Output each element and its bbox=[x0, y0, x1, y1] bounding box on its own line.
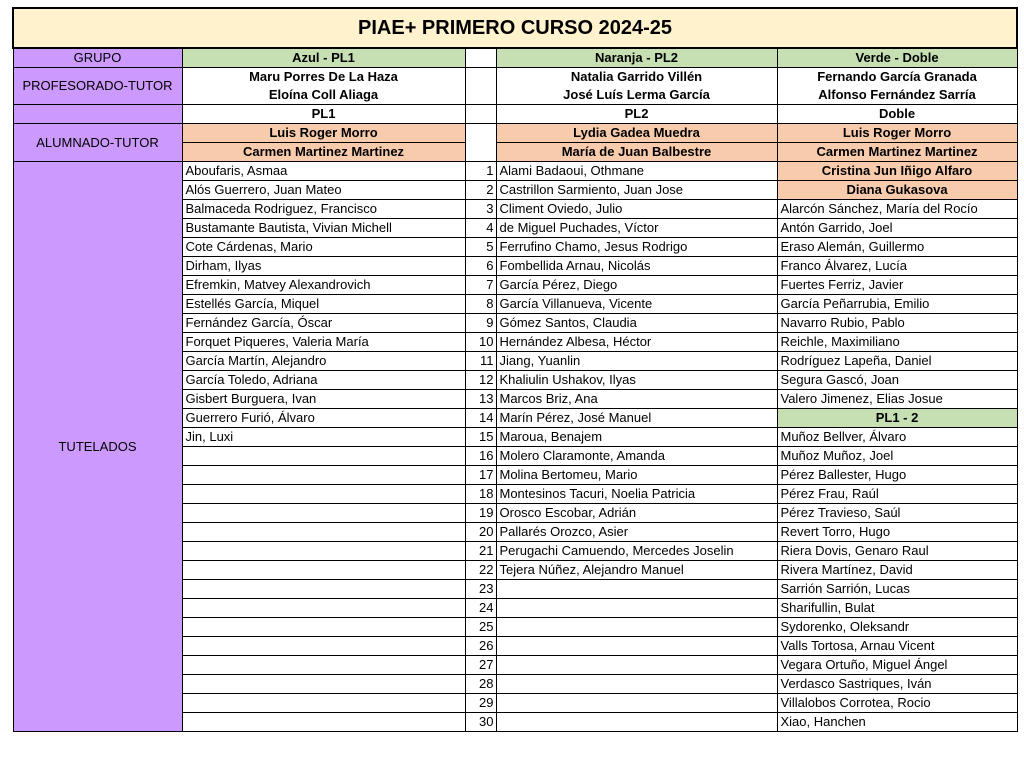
group-naranja-name: Naranja - PL2 bbox=[496, 48, 777, 68]
grupo-label: GRUPO bbox=[13, 48, 182, 68]
naranja-student-cell: Marín Pérez, José Manuel bbox=[496, 409, 777, 428]
verde-student-cell: Muñoz Bellver, Álvaro bbox=[777, 428, 1017, 447]
naranja-student-cell: de Miguel Puchades, Víctor bbox=[496, 219, 777, 238]
naranja-student-cell: Fombellida Arnau, Nicolás bbox=[496, 257, 777, 276]
empty-label-cell bbox=[13, 105, 182, 124]
verde-student-cell: Sydorenko, Oleksandr bbox=[777, 618, 1017, 637]
spacer-cell bbox=[465, 105, 496, 124]
row-number-cell: 12 bbox=[465, 371, 496, 390]
naranja-student-cell: Marcos Briz, Ana bbox=[496, 390, 777, 409]
azul-student-cell bbox=[182, 694, 465, 713]
azul-student-cell bbox=[182, 466, 465, 485]
row-number-cell: 6 bbox=[465, 257, 496, 276]
group-verde-name: Verde - Doble bbox=[777, 48, 1017, 68]
row-number-cell: 19 bbox=[465, 504, 496, 523]
azul-student-cell bbox=[182, 523, 465, 542]
azul-profesor-1: Maru Porres De La Haza bbox=[182, 68, 465, 87]
azul-student-cell: García Toledo, Adriana bbox=[182, 371, 465, 390]
naranja-student-cell: Gómez Santos, Claudia bbox=[496, 314, 777, 333]
verde-student-cell: Pérez Ballester, Hugo bbox=[777, 466, 1017, 485]
spreadsheet bbox=[12, 7, 1016, 732]
row-number-cell: 10 bbox=[465, 333, 496, 352]
verde-student-cell: Franco Álvarez, Lucía bbox=[777, 257, 1017, 276]
verde-sub: Doble bbox=[777, 105, 1017, 124]
azul-student-cell: Jin, Luxi bbox=[182, 428, 465, 447]
naranja-student-cell: Perugachi Camuendo, Mercedes Joselin bbox=[496, 542, 777, 561]
verde-student-cell: Valls Tortosa, Arnau Vicent bbox=[777, 637, 1017, 656]
verde-profesor-2: Alfonso Fernández Sarría bbox=[777, 86, 1017, 105]
verde-student-cell: Revert Torro, Hugo bbox=[777, 523, 1017, 542]
azul-student-cell: Estellés García, Miquel bbox=[182, 295, 465, 314]
naranja-student-cell: Ferrufino Chamo, Jesus Rodrigo bbox=[496, 238, 777, 257]
azul-student-cell bbox=[182, 599, 465, 618]
row-number-cell: 26 bbox=[465, 637, 496, 656]
naranja-student-cell bbox=[496, 599, 777, 618]
azul-student-cell: Aboufaris, Asmaa bbox=[182, 162, 465, 181]
azul-student-cell bbox=[182, 637, 465, 656]
azul-student-cell: Balmaceda Rodriguez, Francisco bbox=[182, 200, 465, 219]
azul-student-cell bbox=[182, 713, 465, 732]
row-number-cell: 16 bbox=[465, 447, 496, 466]
row-number-cell: 24 bbox=[465, 599, 496, 618]
verde-student-cell: Rivera Martínez, David bbox=[777, 561, 1017, 580]
naranja-student-cell: Tejera Núñez, Alejandro Manuel bbox=[496, 561, 777, 580]
row-number-cell: 23 bbox=[465, 580, 496, 599]
azul-student-cell: Dirham, Ilyas bbox=[182, 257, 465, 276]
naranja-student-cell: Maroua, Benajem bbox=[496, 428, 777, 447]
azul-student-cell: Forquet Piqueres, Valeria María bbox=[182, 333, 465, 352]
row-number-cell: 13 bbox=[465, 390, 496, 409]
azul-student-cell: García Martín, Alejandro bbox=[182, 352, 465, 371]
naranja-student-cell: Jiang, Yuanlin bbox=[496, 352, 777, 371]
verde-student-cell: Vegara Ortuño, Miguel Ángel bbox=[777, 656, 1017, 675]
verde-student-cell: Xiao, Hanchen bbox=[777, 713, 1017, 732]
naranja-alumno-1: Lydia Gadea Muedra bbox=[496, 124, 777, 143]
naranja-sub: PL2 bbox=[496, 105, 777, 124]
azul-student-cell bbox=[182, 656, 465, 675]
naranja-student-cell bbox=[496, 637, 777, 656]
row-number-cell: 8 bbox=[465, 295, 496, 314]
row-number-cell: 5 bbox=[465, 238, 496, 257]
verde-student-cell: Villalobos Corrotea, Rocio bbox=[777, 694, 1017, 713]
alumnado-label: ALUMNADO-TUTOR bbox=[13, 124, 182, 162]
naranja-profesor-2: José Luís Lerma García bbox=[496, 86, 777, 105]
row-number-cell: 27 bbox=[465, 656, 496, 675]
naranja-student-cell: García Pérez, Diego bbox=[496, 276, 777, 295]
spacer-cell bbox=[465, 68, 496, 105]
row-number-cell: 28 bbox=[465, 675, 496, 694]
verde-student-cell: Verdasco Sastriques, Iván bbox=[777, 675, 1017, 694]
azul-student-cell bbox=[182, 542, 465, 561]
row-number-cell: 2 bbox=[465, 181, 496, 200]
naranja-student-cell: Alami Badaoui, Othmane bbox=[496, 162, 777, 181]
naranja-student-cell bbox=[496, 656, 777, 675]
row-number-cell: 22 bbox=[465, 561, 496, 580]
naranja-student-cell: Hernández Albesa, Héctor bbox=[496, 333, 777, 352]
verde-student-cell: Diana Gukasova bbox=[777, 181, 1017, 200]
azul-student-cell bbox=[182, 561, 465, 580]
azul-student-cell bbox=[182, 675, 465, 694]
row-number-cell: 17 bbox=[465, 466, 496, 485]
row-number-cell: 3 bbox=[465, 200, 496, 219]
azul-alumno-1: Luis Roger Morro bbox=[182, 124, 465, 143]
profesorado-label: PROFESORADO-TUTOR bbox=[13, 68, 182, 105]
verde-student-cell: Muñoz Muñoz, Joel bbox=[777, 447, 1017, 466]
row-number-cell: 9 bbox=[465, 314, 496, 333]
verde-student-cell: Navarro Rubio, Pablo bbox=[777, 314, 1017, 333]
row-number-cell: 7 bbox=[465, 276, 496, 295]
naranja-student-cell bbox=[496, 675, 777, 694]
naranja-profesor-1: Natalia Garrido Villén bbox=[496, 68, 777, 87]
azul-student-cell bbox=[182, 447, 465, 466]
naranja-student-cell: Molina Bertomeu, Mario bbox=[496, 466, 777, 485]
groups-table bbox=[12, 7, 1018, 732]
row-number-cell: 18 bbox=[465, 485, 496, 504]
naranja-student-cell bbox=[496, 713, 777, 732]
row-number-cell: 29 bbox=[465, 694, 496, 713]
row-number-cell: 4 bbox=[465, 219, 496, 238]
verde-alumno-2: Carmen Martinez Martinez bbox=[777, 143, 1017, 162]
row-number-cell: 14 bbox=[465, 409, 496, 428]
naranja-student-cell: Climent Oviedo, Julio bbox=[496, 200, 777, 219]
verde-student-cell: Fuertes Ferriz, Javier bbox=[777, 276, 1017, 295]
azul-student-cell: Fernández García, Óscar bbox=[182, 314, 465, 333]
verde-student-cell: Sharifullin, Bulat bbox=[777, 599, 1017, 618]
azul-student-cell bbox=[182, 485, 465, 504]
page-title: PIAE+ PRIMERO CURSO 2024-25 bbox=[13, 8, 1017, 48]
verde-student-cell: Eraso Alemán, Guillermo bbox=[777, 238, 1017, 257]
verde-student-cell: Reichle, Maximiliano bbox=[777, 333, 1017, 352]
row-number-cell: 25 bbox=[465, 618, 496, 637]
row-number-cell: 20 bbox=[465, 523, 496, 542]
verde-student-cell: Cristina Jun Iñigo Alfaro bbox=[777, 162, 1017, 181]
spacer-cell bbox=[465, 124, 496, 162]
row-number-cell: 11 bbox=[465, 352, 496, 371]
row-number-cell: 15 bbox=[465, 428, 496, 447]
naranja-alumno-2: María de Juan Balbestre bbox=[496, 143, 777, 162]
naranja-student-cell: Khaliulin Ushakov, Ilyas bbox=[496, 371, 777, 390]
azul-student-cell bbox=[182, 504, 465, 523]
naranja-student-cell bbox=[496, 580, 777, 599]
verde-student-cell: Sarrión Sarrión, Lucas bbox=[777, 580, 1017, 599]
group-azul-name: Azul - PL1 bbox=[182, 48, 465, 68]
azul-student-cell: Guerrero Furió, Álvaro bbox=[182, 409, 465, 428]
verde-alumno-1: Luis Roger Morro bbox=[777, 124, 1017, 143]
azul-student-cell: Gisbert Burguera, Ivan bbox=[182, 390, 465, 409]
naranja-student-cell: Pallarés Orozco, Asier bbox=[496, 523, 777, 542]
azul-sub: PL1 bbox=[182, 105, 465, 124]
naranja-student-cell: Molero Claramonte, Amanda bbox=[496, 447, 777, 466]
naranja-student-cell bbox=[496, 618, 777, 637]
row-number-cell: 1 bbox=[465, 162, 496, 181]
verde-student-cell: Pérez Travieso, Saúl bbox=[777, 504, 1017, 523]
verde-student-cell: Riera Dovis, Genaro Raul bbox=[777, 542, 1017, 561]
naranja-student-cell: García Villanueva, Vicente bbox=[496, 295, 777, 314]
naranja-student-cell: Montesinos Tacuri, Noelia Patricia bbox=[496, 485, 777, 504]
table-row bbox=[13, 162, 1017, 181]
spacer-cell bbox=[465, 48, 496, 68]
azul-profesor-2: Eloína Coll Aliaga bbox=[182, 86, 465, 105]
verde-student-cell: Pérez Frau, Raúl bbox=[777, 485, 1017, 504]
naranja-student-cell bbox=[496, 694, 777, 713]
verde-student-cell: García Peñarrubia, Emilio bbox=[777, 295, 1017, 314]
azul-student-cell bbox=[182, 580, 465, 599]
verde-student-cell: Valero Jimenez, Elias Josue bbox=[777, 390, 1017, 409]
naranja-student-cell: Orosco Escobar, Adrián bbox=[496, 504, 777, 523]
naranja-student-cell: Castrillon Sarmiento, Juan Jose bbox=[496, 181, 777, 200]
verde-profesor-1: Fernando García Granada bbox=[777, 68, 1017, 87]
azul-student-cell: Efremkin, Matvey Alexandrovich bbox=[182, 276, 465, 295]
azul-student-cell: Alós Guerrero, Juan Mateo bbox=[182, 181, 465, 200]
verde-student-cell: Segura Gascó, Joan bbox=[777, 371, 1017, 390]
verde-student-cell: Alarcón Sánchez, María del Rocío bbox=[777, 200, 1017, 219]
verde-student-cell: PL1 - 2 bbox=[777, 409, 1017, 428]
azul-student-cell: Cote Cárdenas, Mario bbox=[182, 238, 465, 257]
row-number-cell: 21 bbox=[465, 542, 496, 561]
azul-student-cell: Bustamante Bautista, Vivian Michell bbox=[182, 219, 465, 238]
azul-student-cell bbox=[182, 618, 465, 637]
verde-student-cell: Rodríguez Lapeña, Daniel bbox=[777, 352, 1017, 371]
tutelados-label: TUTELADOS bbox=[13, 162, 182, 732]
row-number-cell: 30 bbox=[465, 713, 496, 732]
verde-student-cell: Antón Garrido, Joel bbox=[777, 219, 1017, 238]
azul-alumno-2: Carmen Martinez Martinez bbox=[182, 143, 465, 162]
